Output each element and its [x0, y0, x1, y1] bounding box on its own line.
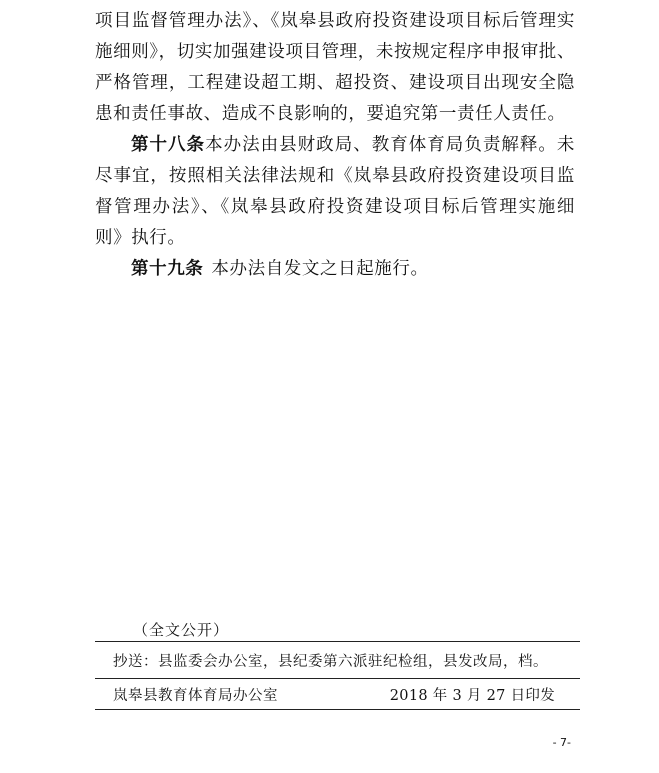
paragraph-continuation	[95, 6, 575, 130]
issuing-office: 岚皋县教育体育局办公室	[113, 688, 278, 704]
article-18-title: 第十八条	[131, 135, 206, 155]
article-19	[95, 254, 575, 285]
article-19-title: 第十九条	[131, 259, 204, 279]
footer-rule-middle	[95, 678, 580, 679]
issue-date: 2018 年 3 月 27 日印发	[389, 688, 555, 704]
footer-rule-top	[95, 641, 580, 642]
document-body	[95, 6, 575, 285]
footer-rule-bottom	[95, 709, 580, 710]
cc-line: 抄送：县监委会办公室，县纪委第六派驻纪检组，县发改局，档。	[113, 654, 548, 670]
public-notice-label: （全文公开）	[133, 621, 230, 639]
article-18-text: 本办法由县财政局、教育体育局负责解释。未尽事宜，按照相关法律法规和《岚皋县政府投资建设项目监督管理办法》、《岚皋县政府投资建设项目标后管理实施细则》执行。	[95, 135, 576, 248]
page-number: - 7-	[552, 736, 571, 749]
article-18	[95, 130, 575, 254]
paragraph-text: 项目监督管理办法》、《岚皋县政府投资建设项目标后管理实施细则》，切实加强建设项目管理，未按规定程序申报审批、严格管理，工程建设超工期、超投资、建设项目出现安全隐患和责任事故、造成不良影响的，要追究第一责任人责任。	[95, 11, 575, 124]
article-19-text: 本办法自发文之日起施行。	[211, 259, 429, 279]
